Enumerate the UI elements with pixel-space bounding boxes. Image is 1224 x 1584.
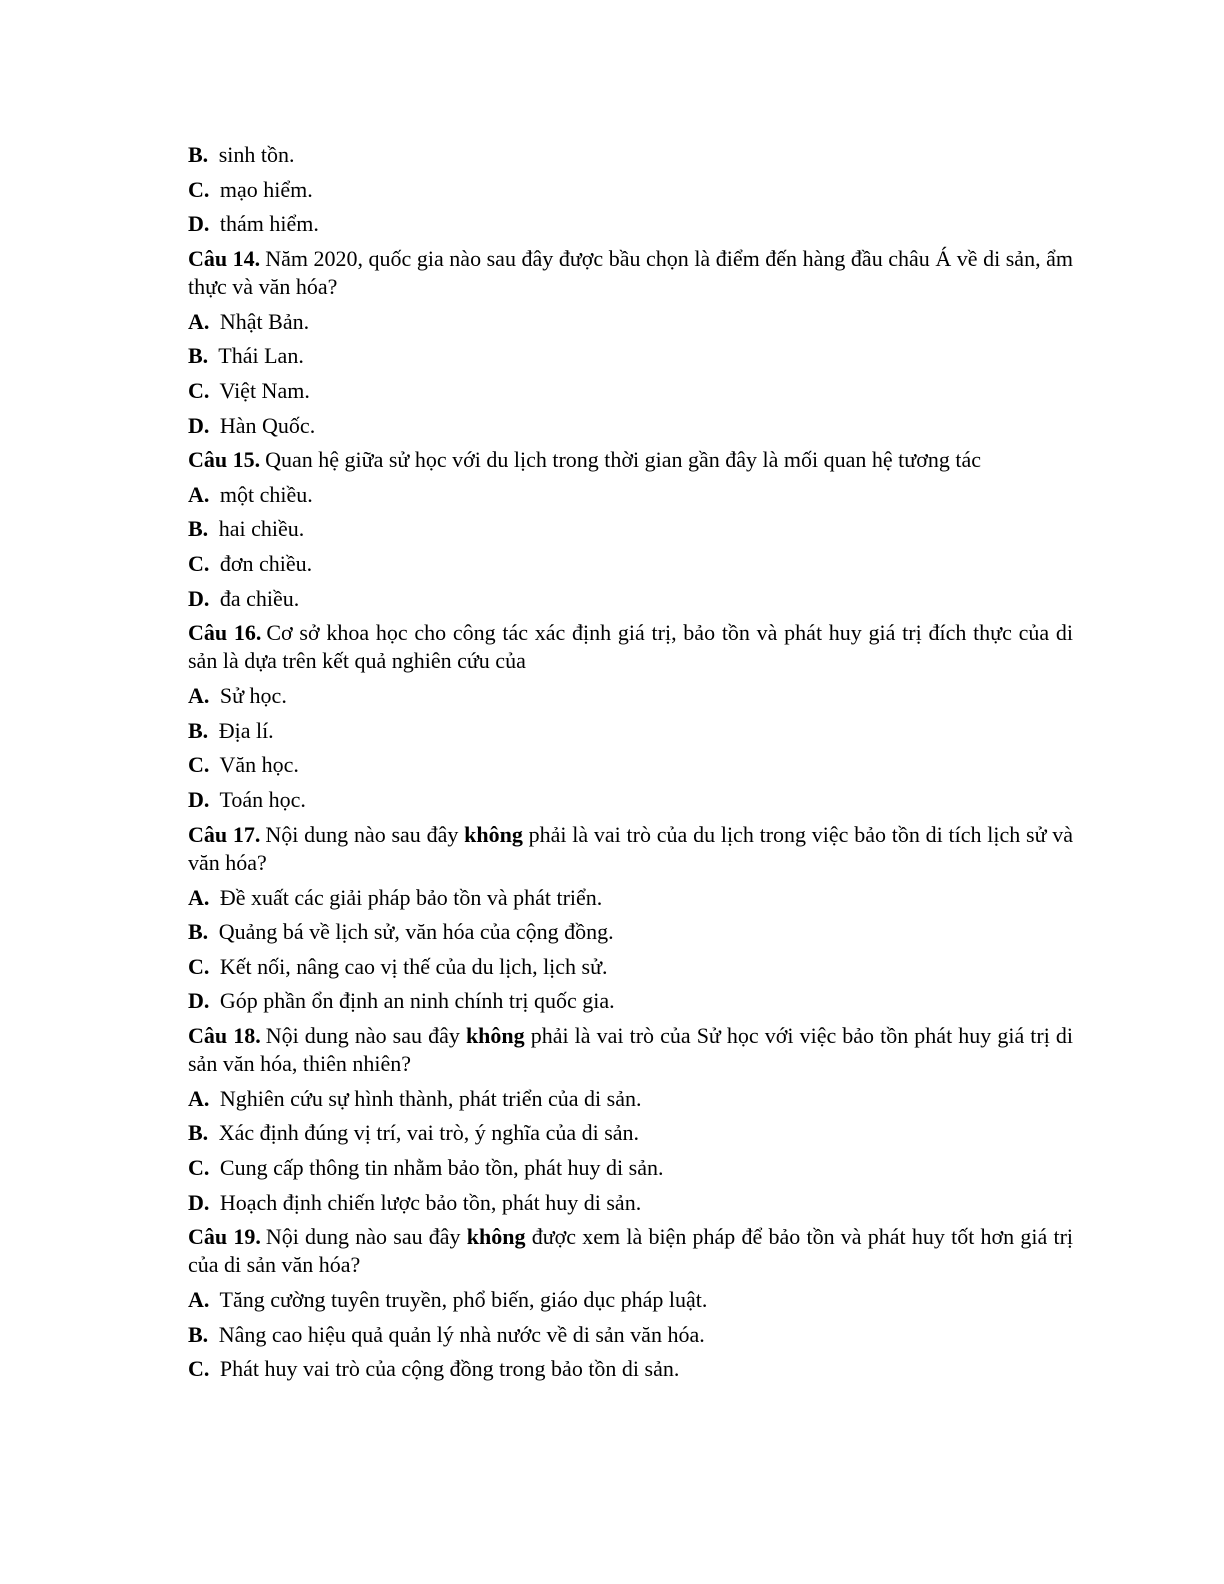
option-label: B.: [188, 1120, 209, 1146]
option-text: sinh tồn.: [218, 142, 295, 167]
question-emphasis: không: [465, 1022, 525, 1048]
option-c: [143, 748, 1073, 783]
option-label: A.: [188, 1085, 210, 1111]
question-label: Câu 17.: [188, 821, 261, 847]
option-label: D.: [188, 211, 210, 237]
option-c: [143, 173, 1073, 208]
option-d: [143, 409, 1073, 444]
option-text: thám hiểm.: [219, 211, 319, 237]
option-a: [143, 1283, 1073, 1318]
option-label: D.: [188, 786, 210, 812]
option-label: A.: [188, 1287, 210, 1313]
option-a: [143, 1082, 1073, 1117]
question-text-before: Nội dung nào sau đây: [265, 1022, 460, 1048]
option-label: C.: [188, 1155, 210, 1181]
option-label: B.: [188, 343, 209, 369]
option-label: B.: [188, 919, 209, 945]
option-text: Nghiên cứu sự hình thành, phát triển của di sản.: [219, 1085, 642, 1111]
question-16: [143, 616, 1073, 679]
question-emphasis: không: [466, 1224, 526, 1250]
question-text-after: phải là vai trò của du lịch trong việc bảo tồn di tích lịch sử và văn hóa?: [188, 821, 1074, 875]
option-label: B.: [188, 516, 209, 542]
option-text: một chiều.: [219, 481, 313, 507]
option-text: Hoạch định chiến lược bảo tồn, phát huy di sản.: [219, 1189, 642, 1215]
question-text-after: phải là vai trò của Sử học với việc bảo tồn phát huy giá trị di sản văn hóa, thiên nhiên?: [188, 1022, 1074, 1076]
question-text: Cơ sở khoa học cho công tác xác định giá trị, bảo tồn và phát huy giá trị đích thực của di sản là dựa trên kết quả nghiên cứu của: [188, 620, 1073, 674]
option-label: A.: [188, 481, 210, 507]
option-label: D.: [188, 412, 210, 438]
option-d: [143, 783, 1073, 818]
option-label: C.: [188, 752, 210, 778]
option-label: C.: [188, 550, 210, 576]
option-label: A.: [188, 884, 210, 910]
option-d: [143, 582, 1073, 617]
option-a: [143, 478, 1073, 513]
option-c: [143, 1151, 1073, 1186]
question-text: Quan hệ giữa sử học với du lịch trong thời gian gần đây là mối quan hệ tương tác: [265, 447, 981, 473]
option-text: đa chiều.: [219, 585, 300, 611]
option-c: [143, 374, 1073, 409]
question-text-after: được xem là biện pháp để bảo tồn và phát huy tốt hơn giá trị của di sản văn hóa?: [188, 1224, 1074, 1278]
option-a: [143, 305, 1073, 340]
option-text: Nhật Bản.: [219, 308, 310, 334]
question-label: Câu 18.: [188, 1022, 261, 1048]
option-label: B.: [188, 717, 209, 743]
question-text-before: Nội dung nào sau đây: [265, 821, 459, 847]
option-text: Kết nối, nâng cao vị thế của du lịch, lịch sử.: [219, 953, 608, 979]
option-a: [143, 881, 1073, 916]
option-c: [143, 547, 1073, 582]
option-label: D.: [188, 988, 210, 1014]
option-text: Sử học.: [219, 683, 287, 709]
option-text: mạo hiểm.: [219, 176, 313, 202]
option-label: B.: [188, 1321, 209, 1347]
question-18: [143, 1019, 1073, 1082]
question-label: Câu 14.: [188, 245, 261, 271]
option-label: B.: [188, 142, 209, 167]
option-d: [143, 984, 1073, 1019]
option-c: [143, 950, 1073, 985]
option-b: [143, 915, 1073, 950]
option-label: D.: [188, 1189, 210, 1215]
question-emphasis: không: [464, 821, 523, 847]
option-d: [143, 207, 1073, 242]
option-b: [143, 1318, 1073, 1353]
question-17: [143, 818, 1073, 881]
question-14: [143, 242, 1073, 305]
question-text-before: Nội dung nào sau đây: [265, 1224, 461, 1250]
option-text: Tăng cường tuyên truyền, phổ biến, giáo dục pháp luật.: [219, 1287, 708, 1313]
option-c: [143, 1352, 1073, 1387]
page-content: [143, 138, 1073, 1387]
question-label: Câu 19.: [188, 1224, 261, 1250]
option-b: [143, 714, 1073, 749]
question-label: Câu 16.: [188, 620, 262, 646]
option-a: [143, 679, 1073, 714]
option-b: [143, 138, 1073, 173]
option-label: C.: [188, 176, 210, 202]
option-label: A.: [188, 308, 210, 334]
option-text: Đề xuất các giải pháp bảo tồn và phát triển.: [219, 884, 603, 910]
option-label: D.: [188, 585, 210, 611]
option-text: hai chiều.: [218, 516, 305, 542]
option-text: Toán học.: [219, 786, 306, 812]
option-text: Thái Lan.: [218, 343, 304, 369]
question-label: Câu 15.: [188, 447, 261, 473]
option-text: Quảng bá về lịch sử, văn hóa của cộng đồng.: [218, 919, 614, 945]
question-19: [143, 1220, 1073, 1283]
option-text: Địa lí.: [218, 717, 274, 743]
option-b: [143, 339, 1073, 374]
option-label: A.: [188, 683, 210, 709]
option-b: [143, 512, 1073, 547]
option-text: đơn chiều.: [219, 550, 313, 576]
option-text: Nâng cao hiệu quả quản lý nhà nước về di sản văn hóa.: [218, 1321, 705, 1347]
option-label: C.: [188, 953, 210, 979]
option-text: Góp phần ổn định an ninh chính trị quốc gia.: [219, 988, 615, 1014]
option-label: C.: [188, 377, 210, 403]
question-15: [143, 443, 1073, 478]
option-text: Văn học.: [219, 752, 299, 778]
option-text: Hàn Quốc.: [219, 412, 316, 438]
option-text: Xác định đúng vị trí, vai trò, ý nghĩa của di sản.: [218, 1120, 640, 1146]
option-text: Cung cấp thông tin nhằm bảo tồn, phát huy di sản.: [219, 1155, 664, 1181]
option-text: Việt Nam.: [219, 377, 310, 403]
option-label: C.: [188, 1356, 210, 1382]
question-text: Năm 2020, quốc gia nào sau đây được bầu chọn là điểm đến hàng đầu châu Á về di sản, ẩm thực và văn hóa?: [188, 245, 1073, 299]
option-text: Phát huy vai trò của cộng đồng trong bảo tồn di sản.: [219, 1356, 680, 1382]
option-d: [143, 1186, 1073, 1221]
option-b: [143, 1116, 1073, 1151]
